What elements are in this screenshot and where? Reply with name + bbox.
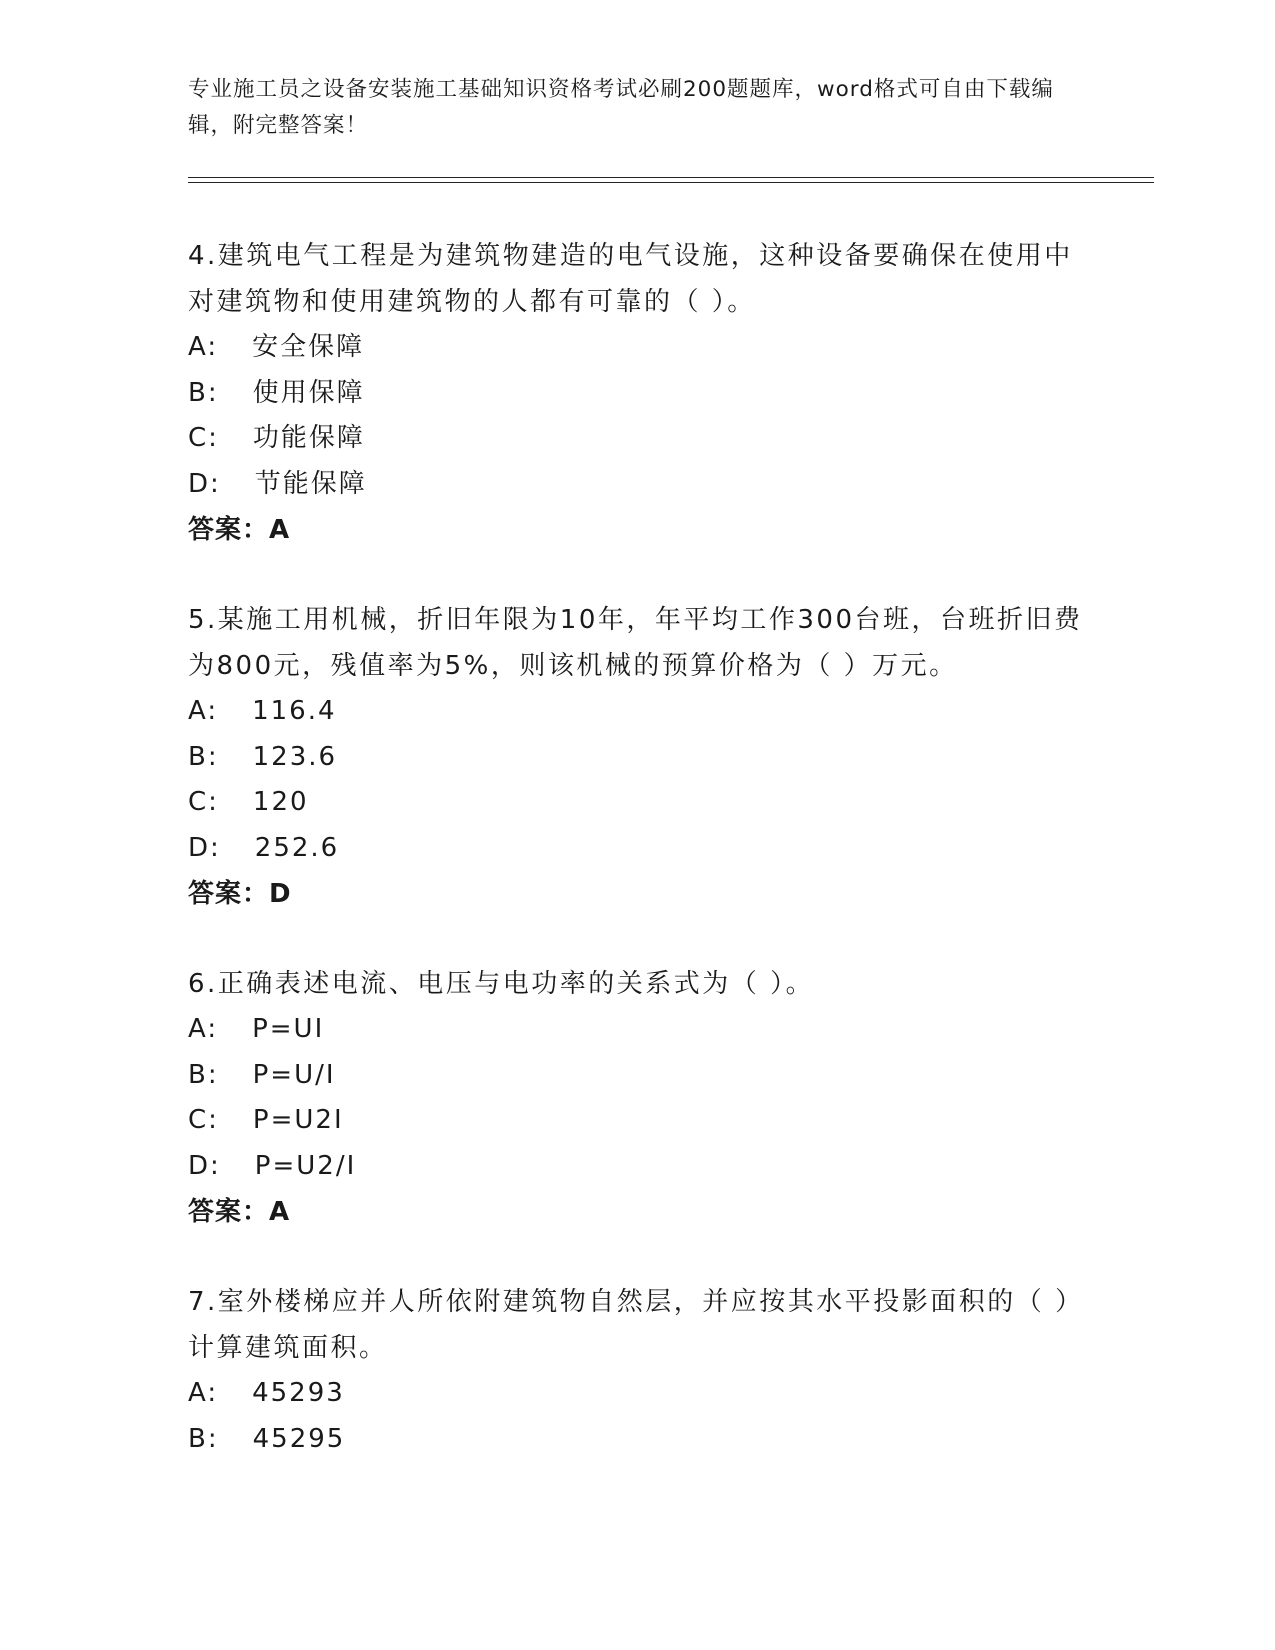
option-c [188,780,1088,826]
header-rule-bottom [188,182,1154,183]
question-stem: 7.室外楼梯应并人所依附建筑物自然层，并应按其水平投影面积的（ ）计算建筑面积。 [188,1287,1084,1363]
question-5 [188,597,1088,917]
option-text: 116.4 [252,696,337,726]
option-text: 功能保障 [252,423,365,453]
option-text: 123.6 [252,741,338,772]
question-list [188,233,1088,1506]
option-d [188,1144,1088,1190]
question-stem: 4.建筑电气工程是为建筑物建造的电气设施，这种设备要确保在使用中对建筑物和使用建筑物的人都有可靠的（ ）。 [188,241,1073,317]
option-letter: A: [188,332,219,362]
option-text: 120 [252,787,309,817]
option-letter: B: [188,1423,219,1454]
question-stem: 5.某施工用机械，折旧年限为10年，年平均工作300台班，台班折旧费为800元，残值率为5%，则该机械的预算价格为（ ）万元。 [188,605,1083,681]
question-4 [188,233,1088,553]
option-text: P=U/I [252,1059,336,1090]
option-letter: A: [188,1014,219,1044]
option-text: 252.6 [254,832,340,863]
question-stem: 6.正确表述电流、电压与电功率的关系式为（ ）。 [188,969,815,999]
answer-line: 答案：A [188,515,291,545]
option-letter: A: [188,1378,219,1408]
option-letter: D: [188,1150,221,1181]
option-a [188,1371,1088,1417]
question-6 [188,961,1088,1235]
option-a [188,689,1088,735]
option-a [188,1007,1088,1053]
option-letter: B: [188,377,219,408]
option-text: 使用保障 [252,377,365,408]
option-letter: C: [188,1105,219,1135]
option-text: 节能保障 [254,468,367,499]
option-c [188,416,1088,462]
option-text: 45295 [252,1423,346,1454]
option-b [188,735,1088,781]
option-text: 安全保障 [252,332,365,362]
option-letter: C: [188,787,219,817]
answer-line: 答案：D [188,879,292,909]
question-7 [188,1279,1088,1462]
option-text: P=UI [252,1014,325,1044]
option-text: P=U2I [252,1105,344,1135]
option-c [188,1098,1088,1144]
option-d [188,826,1088,872]
option-text: P=U2/I [254,1150,357,1181]
document-header: 专业施工员之设备安装施工基础知识资格考试必刷200题题库，word格式可自由下载编辑，附完整答案！ [188,77,1054,138]
option-a [188,325,1088,371]
option-b [188,1417,1088,1463]
option-b [188,371,1088,417]
option-letter: B: [188,1059,219,1090]
option-letter: A: [188,696,219,726]
option-letter: D: [188,468,221,499]
option-letter: B: [188,741,219,772]
answer-line: 答案：A [188,1197,291,1227]
option-text: 45293 [252,1378,345,1408]
option-letter: C: [188,423,219,453]
header-rule-top [188,177,1154,178]
option-d [188,462,1088,508]
option-b [188,1053,1088,1099]
option-letter: D: [188,832,221,863]
